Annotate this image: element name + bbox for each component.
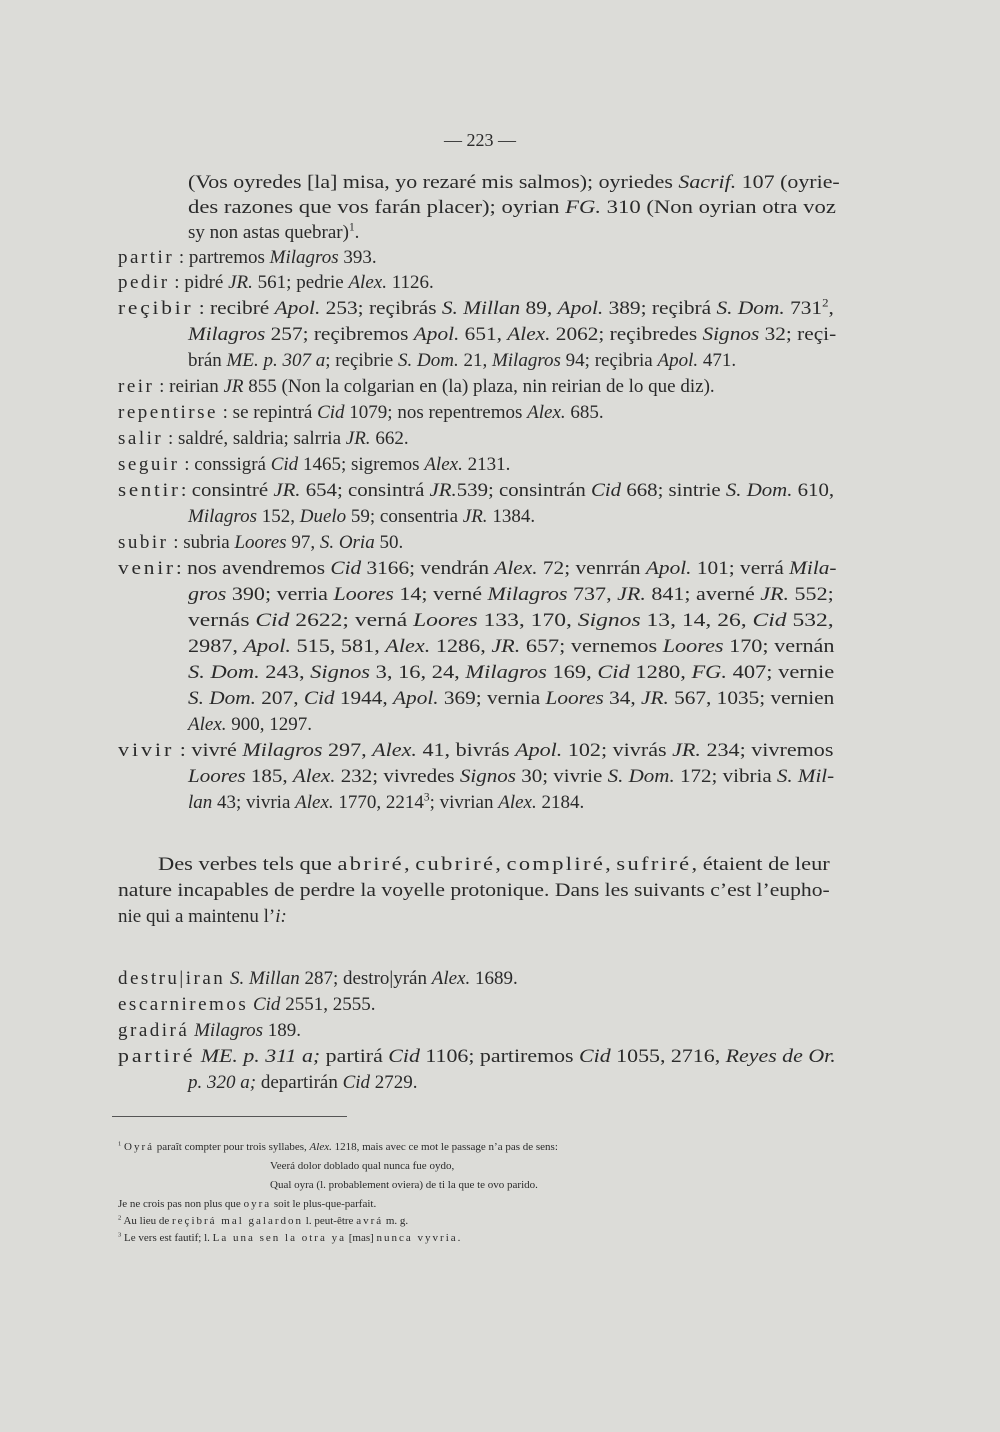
text-line: S. Dom. 207, Cid 1944, Apol. 369; vernia Loores 34, JR. 567, 1035; vernien [188, 688, 835, 709]
text-line: vernás Cid 2622; verná Loores 133, 170, Signos 13, 14, 26, Cid 532, [188, 610, 834, 631]
text-line: sy non astas quebrar)$^1$. [188, 221, 360, 243]
text-line: salir : saldré, saldria; salrria JR. 662. [118, 428, 409, 449]
footnote-line: $^2$ Au lieu de reçibrá mal galardon l. peut-être avrá m. g. [118, 1214, 409, 1227]
footnote-line: Je ne crois pas non plus que oyra soit le plus-que-parfait. [118, 1198, 377, 1210]
text-line: gradirá Milagros 189. [118, 1020, 302, 1041]
text-line: des razones que vos farán placer); oyrian FG. 310 (Non oyrian otra voz [188, 197, 836, 218]
footnote-line: Qual oyra (l. probablement oviera) de ti la que te ovo parido. [270, 1179, 538, 1191]
text-line: 2987, Apol. 515, 581, Alex. 1286, JR. 657; vernemos Loores 170; vernán [188, 636, 835, 657]
text-line: destru|iran S. Millan 287; destro|yrán Alex. 1689. [118, 968, 518, 989]
text-line: nature incapables de perdre la voyelle protonique. Dans les suivants c’est l’eupho- [118, 880, 830, 901]
text-line: pedir : pidré JR. 561; pedrie Alex. 1126. [118, 272, 434, 293]
text-line: sentir: consintré JR. 654; consintrá JR.539; consintrán Cid 668; sintrie S. Dom. 610, [118, 480, 835, 501]
footnote-line: $^1$ Oyrá paraît compter pour trois syllabes, Alex. 1218, mais avec ce mot le passage n’a pas de sens: [118, 1140, 558, 1153]
text-line: brán ME. p. 307 a; reçibrie S. Dom. 21, Milagros 94; reçibria Apol. 471. [188, 350, 737, 371]
text-line: reçibir : recibré Apol. 253; reçibrás S. Millan 89, Apol. 389; reçibrá S. Dom. $731^2$, [118, 297, 834, 319]
text-line: Loores 185, Alex. 232; vivredes Signos 30; vivrie S. Dom. 172; vibria S. Mil- [188, 766, 835, 787]
text-line: subir : subria Loores 97, S. Oria 50. [118, 532, 404, 553]
text-line: venir: nos avendremos Cid 3166; vendrán Alex. 72; venrrán Apol. 101; verrá Mila- [118, 558, 837, 579]
footnote-line: Veerá dolor doblado qual nunca fue oydo, [270, 1160, 455, 1172]
footnote-separator [112, 1116, 347, 1117]
text-line: vivir : vivré Milagros 297, Alex. 41, bivrás Apol. 102; vivrás JR. 234; vivremos [118, 740, 834, 761]
text-line: repentirse : se repintrá Cid 1079; nos repentremos Alex. 685. [118, 402, 604, 423]
text-line: seguir : conssigrá Cid 1465; sigremos Alex. 2131. [118, 454, 511, 475]
footnote-line: $^3$ Le vers est fautif; l. La una sen la otra ya [mas] nunca vyvria. [118, 1231, 461, 1244]
text-line: lan 43; vivria Alex. 1770, 2214$^3$; vivrian Alex. 2184. [188, 791, 585, 813]
page-number: — 223 — [444, 130, 516, 150]
text-line: nie qui a maintenu l’i: [118, 906, 287, 927]
text-line: gros 390; verria Loores 14; verné Milagros 737, JR. 841; averné JR. 552; [188, 584, 834, 605]
text-line: escarniremos Cid 2551, 2555. [118, 994, 376, 1015]
text-line: partir : partremos Milagros 393. [118, 247, 377, 268]
text-line: partiré ME. p. 311 a; partirá Cid 1106; partiremos Cid 1055, 2716, Reyes de Or. [118, 1046, 836, 1067]
text-line: Milagros 152, Duelo 59; consentria JR. 1384. [188, 506, 536, 527]
text-line: Milagros 257; reçibremos Apol. 651, Alex. 2062; reçibredes Signos 32; reçi- [188, 324, 837, 345]
text-line: (Vos oyredes [la] misa, yo rezaré mis salmos); oyriedes Sacrif. 107 (oyrie- [188, 172, 840, 193]
text-line: reir : reirian JR 855 (Non la colgarian en (la) plaza, nin reirian de lo que diz). [118, 376, 715, 397]
text-line: S. Dom. 243, Signos 3, 16, 24, Milagros 169, Cid 1280, FG. 407; vernie [188, 662, 835, 683]
text-line: Alex. 900, 1297. [188, 714, 313, 735]
text-line: p. 320 a; departirán Cid 2729. [188, 1072, 418, 1093]
text-line: Des verbes tels que abriré, cubriré, compliré, sufriré, étaient de leur [158, 854, 830, 875]
